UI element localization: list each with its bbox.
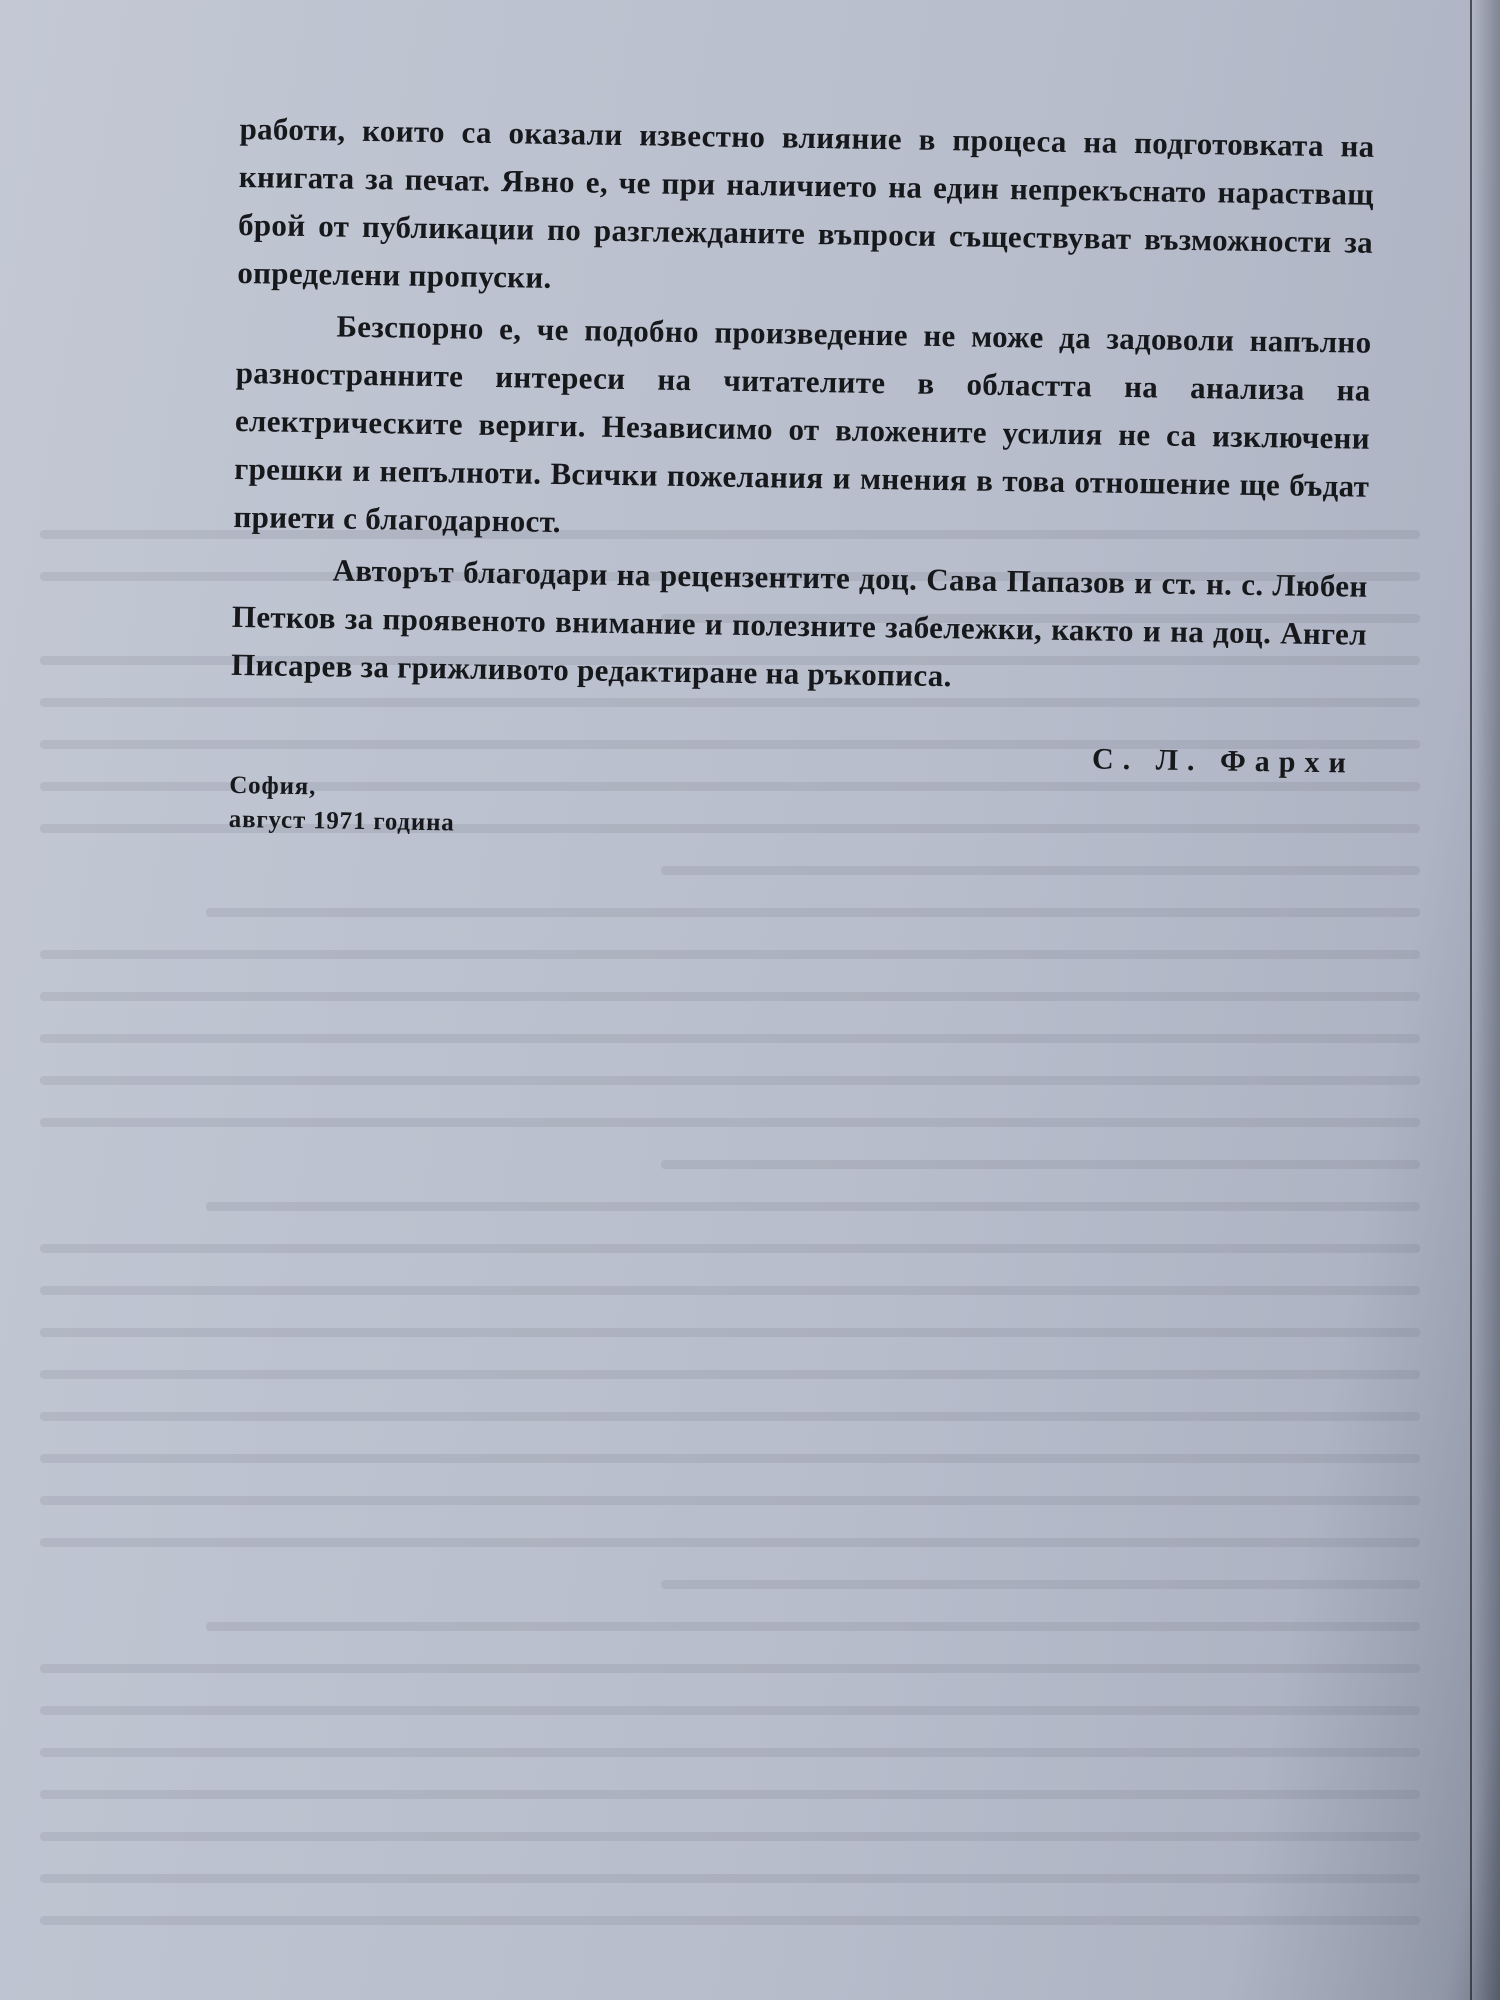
author-signature: С. Л. Фархи bbox=[1091, 742, 1356, 780]
paragraph-2: Безспорно е, че подобно произведение не може да задоволи напълно разностранните интереси на читателите в областта на анализа на електрическите вериги. Независимо от вложените усилия не са изключени грешки и непълноти. Всички пожелания и мнения в това отношение ще бъдат приети с благодарност. bbox=[233, 308, 1372, 540]
place-date bbox=[229, 769, 1365, 855]
paragraph-3: Авторът благодари на рецензентите доц. Сава Папазов и ст. н. с. Любен Петков за проявеното внимание и полезните забележки, както и на доц. Ангел Писарев за грижливото редактиране на ръкописа. bbox=[230, 552, 1368, 694]
page-edge bbox=[1470, 0, 1500, 2000]
date: август 1971 година bbox=[228, 805, 455, 837]
paragraph-1: работи, които са оказали известно влияние в процеса на подготовката на книгата за печат. Явно е, че при наличието на един непрекъснато нарастващ брой от публикации по разглежданите въпроси съществуват възможности за определени пропуски. bbox=[237, 110, 1375, 295]
place: София, bbox=[229, 771, 317, 801]
preface-page bbox=[229, 105, 1375, 855]
